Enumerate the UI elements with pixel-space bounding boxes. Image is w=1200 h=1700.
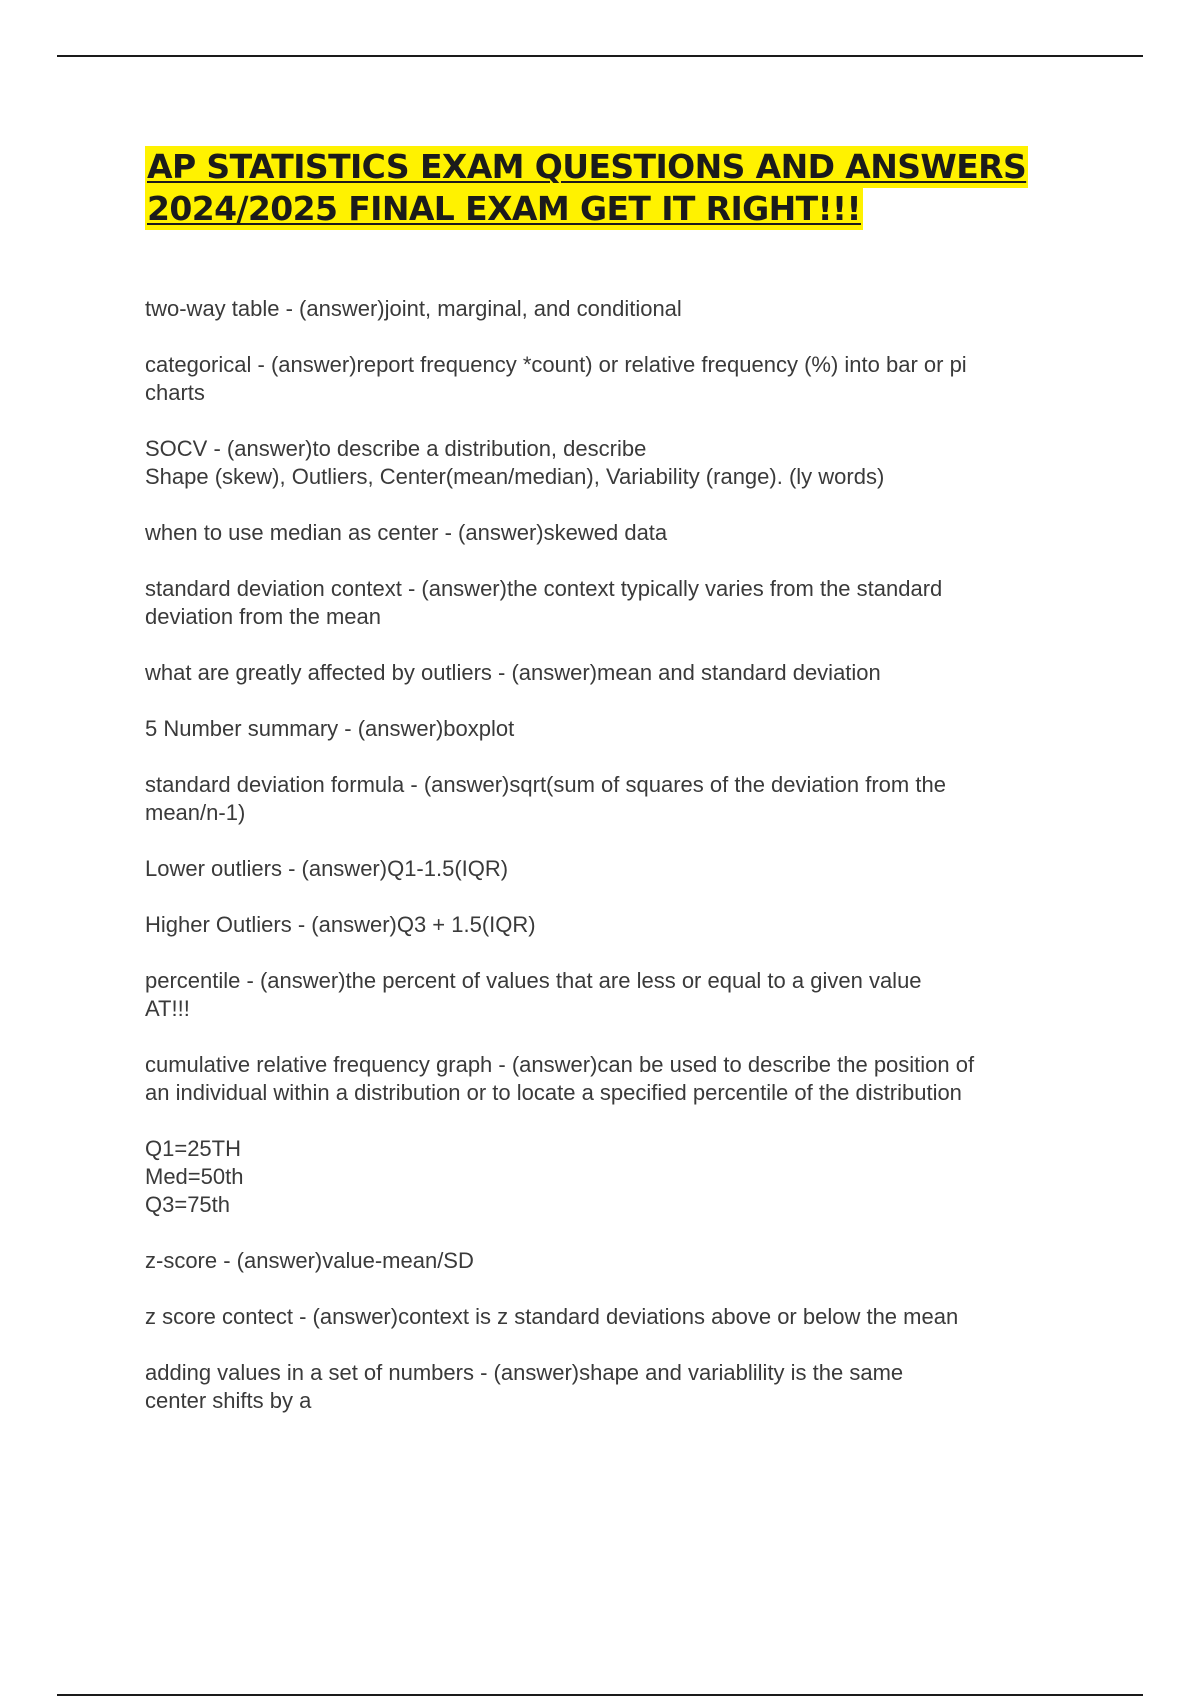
- qa-entry: [145, 351, 1085, 407]
- qa-entry: [145, 575, 1085, 631]
- qa-entry: [145, 519, 1085, 547]
- qa-entry: [145, 771, 1085, 827]
- qa-entry: [145, 295, 1085, 323]
- qa-entry-line: standard deviation context - (answer)the context typically varies from the standard: [145, 576, 943, 601]
- qa-entry: [145, 1051, 1085, 1107]
- qa-entry-line: what are greatly affected by outliers - (answer)mean and standard deviation: [145, 660, 881, 685]
- qa-entry-line: charts: [145, 380, 205, 405]
- document-title: [145, 146, 1105, 230]
- qa-entry-line: Q3=75th: [145, 1192, 231, 1217]
- qa-entry-line: Shape (skew), Outliers, Center(mean/median), Variability (range). (ly words): [145, 464, 885, 489]
- qa-entry-line: center shifts by a: [145, 1388, 312, 1413]
- qa-entry-line: percentile - (answer)the percent of values that are less or equal to a given value: [145, 968, 922, 993]
- qa-entry-line: z score contect - (answer)context is z standard deviations above or below the mean: [145, 1304, 959, 1329]
- qa-entry-line: adding values in a set of numbers - (answer)shape and variablility is the same: [145, 1360, 904, 1385]
- qa-entry-line: Med=50th: [145, 1164, 244, 1189]
- qa-entry-line: Q1=25TH: [145, 1136, 241, 1161]
- qa-entry: [145, 855, 1085, 883]
- qa-entry-line: Lower outliers - (answer)Q1-1.5(IQR): [145, 856, 509, 881]
- qa-entry-line: Higher Outliers - (answer)Q3 + 1.5(IQR): [145, 912, 536, 937]
- title-line-1: AP STATISTICS EXAM QUESTIONS AND ANSWERS: [147, 147, 1027, 186]
- qa-entry: [145, 967, 1085, 1023]
- qa-entry-line: mean/n-1): [145, 800, 246, 825]
- title-line-2: 2024/2025 FINAL EXAM GET IT RIGHT!!!: [147, 189, 861, 228]
- qa-entry-line: z-score - (answer)value-mean/SD: [145, 1248, 474, 1273]
- qa-entry: [145, 911, 1085, 939]
- qa-entry: [145, 715, 1085, 743]
- qa-entry-line: deviation from the mean: [145, 604, 382, 629]
- qa-entry: [145, 1359, 1085, 1415]
- qa-entry-line: standard deviation formula - (answer)sqrt(sum of squares of the deviation from the: [145, 772, 946, 797]
- qa-entry: [145, 435, 1085, 491]
- qa-entry: [145, 659, 1085, 687]
- qa-entry: [145, 1135, 1085, 1219]
- qa-entry-line: SOCV - (answer)to describe a distribution, describe: [145, 436, 647, 461]
- qa-entry-line: cumulative relative frequency graph - (answer)can be used to describe the position of: [145, 1052, 975, 1077]
- qa-entry-line: 5 Number summary - (answer)boxplot: [145, 716, 515, 741]
- qa-entry-line: when to use median as center - (answer)skewed data: [145, 520, 668, 545]
- qa-entry-line: categorical - (answer)report frequency *count) or relative frequency (%) into bar or pi: [145, 352, 967, 377]
- qa-entry-line: two-way table - (answer)joint, marginal, and conditional: [145, 296, 682, 321]
- qa-entry: [145, 1247, 1085, 1275]
- top-rule: [57, 55, 1143, 57]
- qa-entry-line: an individual within a distribution or to locate a specified percentile of the distribution: [145, 1080, 962, 1105]
- qa-entry: [145, 1303, 1085, 1331]
- qa-entry-line: AT!!!: [145, 996, 190, 1021]
- qa-list: [145, 295, 1085, 1443]
- bottom-rule: [57, 1694, 1143, 1696]
